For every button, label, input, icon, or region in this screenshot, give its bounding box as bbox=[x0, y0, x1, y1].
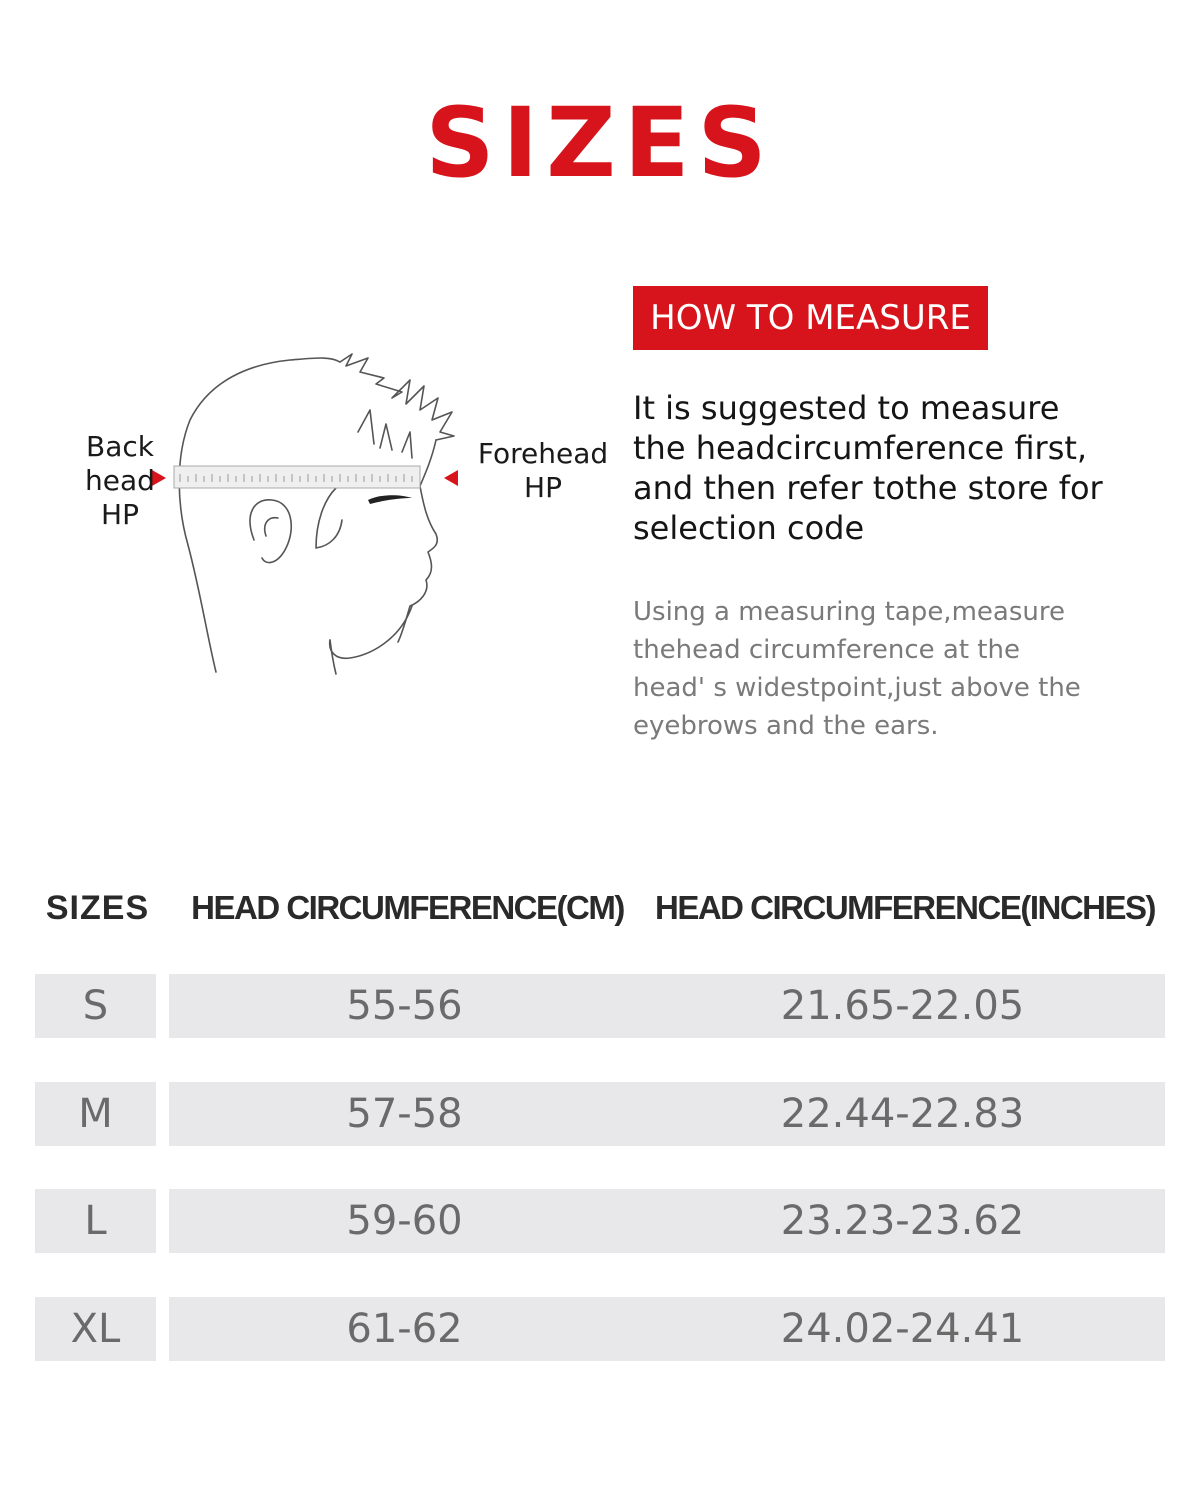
cm-cell: 57-58 bbox=[169, 1082, 640, 1146]
size-cell: XL bbox=[35, 1297, 156, 1361]
table-row bbox=[35, 1189, 1165, 1253]
inches-cell: 21.65-22.05 bbox=[640, 974, 1165, 1038]
instruction-main-text: It is suggested to measure the headcircumference first, and then refer tothe store for selection code bbox=[633, 389, 1103, 547]
how-to-measure-badge: HOW TO MEASURE bbox=[633, 286, 988, 350]
cm-cell: 55-56 bbox=[169, 974, 640, 1038]
table-row bbox=[35, 974, 1165, 1038]
row-divider bbox=[156, 1189, 169, 1253]
back-head-label: Back head HP bbox=[85, 430, 155, 531]
size-cell: L bbox=[35, 1189, 156, 1253]
table-header-cm: HEAD CIRCUMFERENCE(CM) bbox=[191, 889, 624, 926]
inches-cell: 23.23-23.62 bbox=[640, 1189, 1165, 1253]
size-cell: S bbox=[35, 974, 156, 1038]
table-header-size: SIZES bbox=[45, 889, 150, 927]
table-row bbox=[35, 1297, 1165, 1361]
row-divider bbox=[156, 974, 169, 1038]
instruction-sub-text: Using a measuring tape,measure thehead circumference at the head' s widestpoint,just above the eyebrows and the ears. bbox=[633, 597, 1081, 741]
cm-cell: 61-62 bbox=[169, 1297, 640, 1361]
table-header-inches: HEAD CIRCUMFERENCE(INCHES) bbox=[654, 889, 1155, 926]
page-title: SIZES bbox=[425, 87, 775, 199]
size-cell: M bbox=[35, 1082, 156, 1146]
row-divider bbox=[156, 1297, 169, 1361]
table-row bbox=[35, 1082, 1165, 1146]
head-measure-figure bbox=[40, 340, 630, 690]
cm-cell: 59-60 bbox=[169, 1189, 640, 1253]
inches-cell: 24.02-24.41 bbox=[640, 1297, 1165, 1361]
inches-cell: 22.44-22.83 bbox=[640, 1082, 1165, 1146]
row-divider bbox=[156, 1082, 169, 1146]
forehead-marker-icon bbox=[444, 470, 458, 486]
forehead-label: Forehead HP bbox=[477, 437, 609, 504]
